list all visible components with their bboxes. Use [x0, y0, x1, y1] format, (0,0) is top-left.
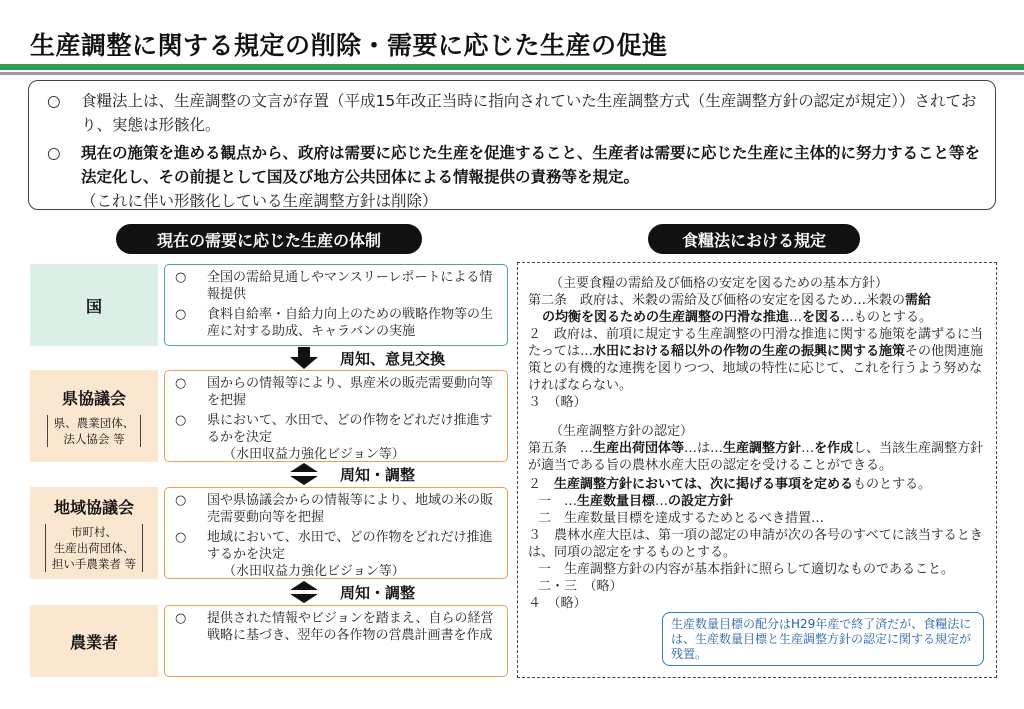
note-callout: 生産数量目標の配分はH29年産で終了済だが、食糧法には、生産数量目標と生産調整方針の認定に関する規定が残置。 [662, 612, 984, 666]
law-article-2: 第二条 政府は、米穀の需給及び価格の安定を図るため…米穀の需給 の均衡を図るための生産調整の円滑な推進…を図る…ものとする。 [528, 293, 933, 325]
summary-bullet-2 [45, 141, 981, 213]
law-article-5-para-3: ３ 農林水産大臣は、第一項の認定の申請が次の各号のすべてに該当するときは、同項の認定をするものとする。 [528, 528, 983, 560]
level-item-text: 国や県協議会からの情報等により、地域の米の販売需要動向等を把握 [207, 493, 494, 525]
law-article-2-para-3: ３ （略） [528, 395, 587, 410]
level-item-text: 全国の需給見通しやマンスリーレポートによる情報提供 [207, 270, 493, 302]
level-sub: 県、農業団体、 法人協会 等 [47, 415, 142, 447]
level-box-ken [164, 370, 508, 462]
title-underline-gray [0, 72, 1024, 75]
level-sub: 市町村、 生産出荷団体、 担い手農業者 等 [45, 524, 143, 572]
summary-text-2-sub: （これに伴い形骸化している生産調整方針は削除） [81, 192, 438, 210]
circle-bullet-icon: ○ [175, 376, 187, 391]
circle-bullet-icon: ○ [175, 413, 187, 428]
down-arrow-icon [288, 347, 320, 369]
double-arrow-icon [288, 581, 320, 603]
level-item [173, 306, 499, 340]
circle-bullet-icon: ○ [47, 92, 61, 110]
law-article-5-item-1: 一 …生産数量目標…の設定方針 [538, 494, 734, 509]
law-article-5-para-4: ４ （略） [528, 596, 587, 611]
circle-bullet-icon: ○ [175, 611, 187, 626]
level-item-text: 地域において、水田で、どの作物をどれだけ推進するかを決定 [207, 530, 493, 562]
level-item [173, 610, 499, 644]
level-name: 農業者 [69, 632, 118, 652]
law-heading-1: （主要食糧の需給及び価格の安定を図るための基本方針） [550, 276, 889, 291]
level-label-farmer [30, 605, 158, 677]
flow-label-3: 周知・調整 [340, 584, 416, 602]
level-item-text: 国からの情報等により、県産米の販売需要動向等を把握 [207, 376, 494, 408]
circle-bullet-icon: ○ [175, 530, 187, 545]
level-box-farmer [164, 605, 508, 677]
level-item-text: 食料自給率・自給力向上のための戦略作物等の生産に対する助成、キャラバンの実施 [207, 307, 494, 339]
summary-bullet-1 [45, 89, 981, 137]
circle-bullet-icon: ○ [175, 307, 187, 322]
level-label-chiiki [30, 487, 158, 579]
law-article-5-item-2: 二 生産数量目標を達成するためとるべき措置… [538, 511, 825, 526]
law-heading-2: （生産調整方針の認定） [550, 424, 694, 439]
title-underline-green [0, 64, 1024, 70]
circle-bullet-icon: ○ [175, 493, 187, 508]
level-name: 県協議会 [61, 388, 126, 408]
circle-bullet-icon: ○ [47, 144, 61, 162]
level-item-note: （水田収益力強化ビジョン等） [223, 447, 405, 462]
double-arrow-icon [288, 463, 320, 485]
level-box-chiiki [164, 487, 508, 579]
level-item [173, 269, 499, 303]
level-name: 国 [85, 296, 102, 316]
flow-label-2: 周知・調整 [340, 466, 416, 484]
law-article-5-para-3-item-1: 一 生産調整方針の内容が基本指針に照らして適切なものであること。 [538, 562, 955, 577]
law-article-2-para-2: ２ 政府は、前項に規定する生産調整の円滑な推進に関する施策を講ずるに当たっては…水田における稲以外の作物の生産の振興に関する施策その他関連施策との有機的な連携を図りつつ、地域の特性に応じて、これを行うよう努めなければならない。 [528, 327, 984, 393]
summary-text-1: 食糧法上は、生産調整の文言が存置（平成15年改正当時に指向されていた生産調整方式（生産調整方針の認定が規定））されており、実態は形骸化。 [81, 92, 977, 134]
left-section-header: 現在の需要に応じた生産の体制 [116, 224, 422, 254]
level-item [173, 492, 499, 526]
level-item [173, 529, 499, 563]
level-box-kuni [164, 264, 508, 346]
level-label-ken [30, 370, 158, 462]
summary-text-2: 現在の施策を進める観点から、政府は需要に応じた生産を促進すること、生産者は需要に応じた生産に主体的に努力すること等を法定化し、その前提として国及び地方公共団体による情報提供の責務等を規定。 [81, 144, 981, 186]
level-item-text: 県において、水田で、どの作物をどれだけ推進するかを決定 [207, 413, 493, 445]
law-article-5-para-2: ２ 生産調整方針においては、次に掲げる事項を定めるものとする。 [528, 477, 932, 492]
flow-label-1: 周知、意見交換 [340, 350, 446, 368]
level-label-kuni [30, 264, 158, 346]
level-name: 地域協議会 [53, 497, 134, 517]
law-article-5: 第五条 …生産出荷団体等…は…生産調整方針…を作成し、当該生産調整方針が適当である旨の農林水産大臣の認定を受けることができる。 [528, 441, 984, 473]
right-section-header: 食糧法における規定 [648, 224, 860, 254]
level-item [173, 375, 499, 409]
level-item [173, 412, 499, 446]
level-item-text: 提供された情報やビジョンを踏まえ、自らの経営戦略に基づき、翌年の各作物の営農計画書を作成 [207, 611, 494, 643]
circle-bullet-icon: ○ [175, 270, 187, 285]
summary-box [28, 80, 996, 210]
law-article-5-para-3-item-2: 二・三 （略） [538, 579, 623, 594]
page-title: 生産調整に関する規定の削除・需要に応じた生産の促進 [30, 31, 668, 60]
level-item-note: （水田収益力強化ビジョン等） [223, 564, 405, 579]
